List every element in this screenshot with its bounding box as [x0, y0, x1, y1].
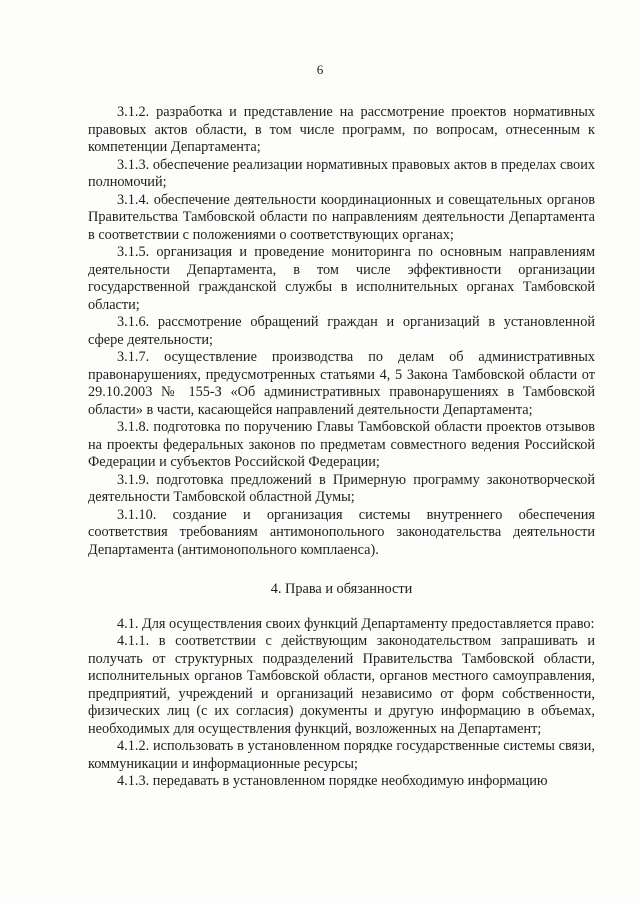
paragraph-3-1-8: 3.1.8. подготовка по поручению Главы Тамбовской области проектов отзывов на проекты федеральных законов по предметам совместного ведения Российской Федерации и субъектов Российской Федерации; [88, 419, 595, 470]
paragraph-3-1-9: 3.1.9. подготовка предложений в Примерную программу законотворческой деятельности Тамбовской областной Думы; [88, 471, 595, 505]
paragraph-4-1-2: 4.1.2. использовать в установленном порядке государственные системы связи, коммуникации и информационные ресурсы; [88, 738, 595, 772]
paragraph-3-1-10: 3.1.10. создание и организация системы внутреннего обеспечения соответствия требованиям антимонопольного законодательства деятельности Департамента (антимонопольного комплаенса). [88, 506, 595, 558]
paragraph-4-1: 4.1. Для осуществления своих функций Департаменту предоставляется право: [117, 615, 595, 632]
page-number: 6 [316, 62, 324, 77]
paragraph-4-1-1: 4.1.1. в соответствии с действующим законодательством запрашивать и получать от структурных подразделений Правительства Тамбовской области, исполнительных органов Тамбовской области, органов местного самоуправления, предприятий, учреждений и организаций независимо от форм собственности, физических лиц (с их согласия) документы и другую информацию в объемах, необходимых для осуществления функций, возложенных на Департамент; [88, 633, 595, 737]
paragraph-3-1-3: 3.1.3. обеспечение реализации нормативных правовых актов в пределах своих полномочий; [88, 156, 595, 190]
paragraph-3-1-2: 3.1.2. разработка и представление на рассмотрение проектов нормативных правовых актов области, в том числе программ, по вопросам, отнесенным к компетенции Департамента; [88, 104, 595, 155]
section-heading: 4. Права и обязанности [270, 581, 413, 597]
paragraph-3-1-7: 3.1.7. осуществление производства по делам об административных правонарушениях, предусмотренных статьями 4, 5 Закона Тамбовской области от 29.10.2003 № 155-З «Об административных правонарушениях в Тамбовской области» в части, касающейся направлений деятельности Департамента; [88, 349, 595, 418]
paragraph-3-1-6: 3.1.6. рассмотрение обращений граждан и организаций в установленной сфере деятельности; [88, 314, 595, 348]
paragraph-4-1-3: 4.1.3. передавать в установленном порядке необходимую информацию [117, 773, 548, 789]
paragraph-3-1-4: 3.1.4. обеспечение деятельности координационных и совещательных органов Правительства Тамбовской области по направлениям деятельности Департамента в соответствии с положениями о соответствующих органах; [88, 191, 595, 243]
document-body [88, 104, 595, 791]
paragraph-3-1-5: 3.1.5. организация и проведение мониторинга по основным направлениям деятельности Департамента, в том числе эффективности организации государственной гражданской службы в исполнительных органах Тамбовской области; [88, 244, 595, 313]
